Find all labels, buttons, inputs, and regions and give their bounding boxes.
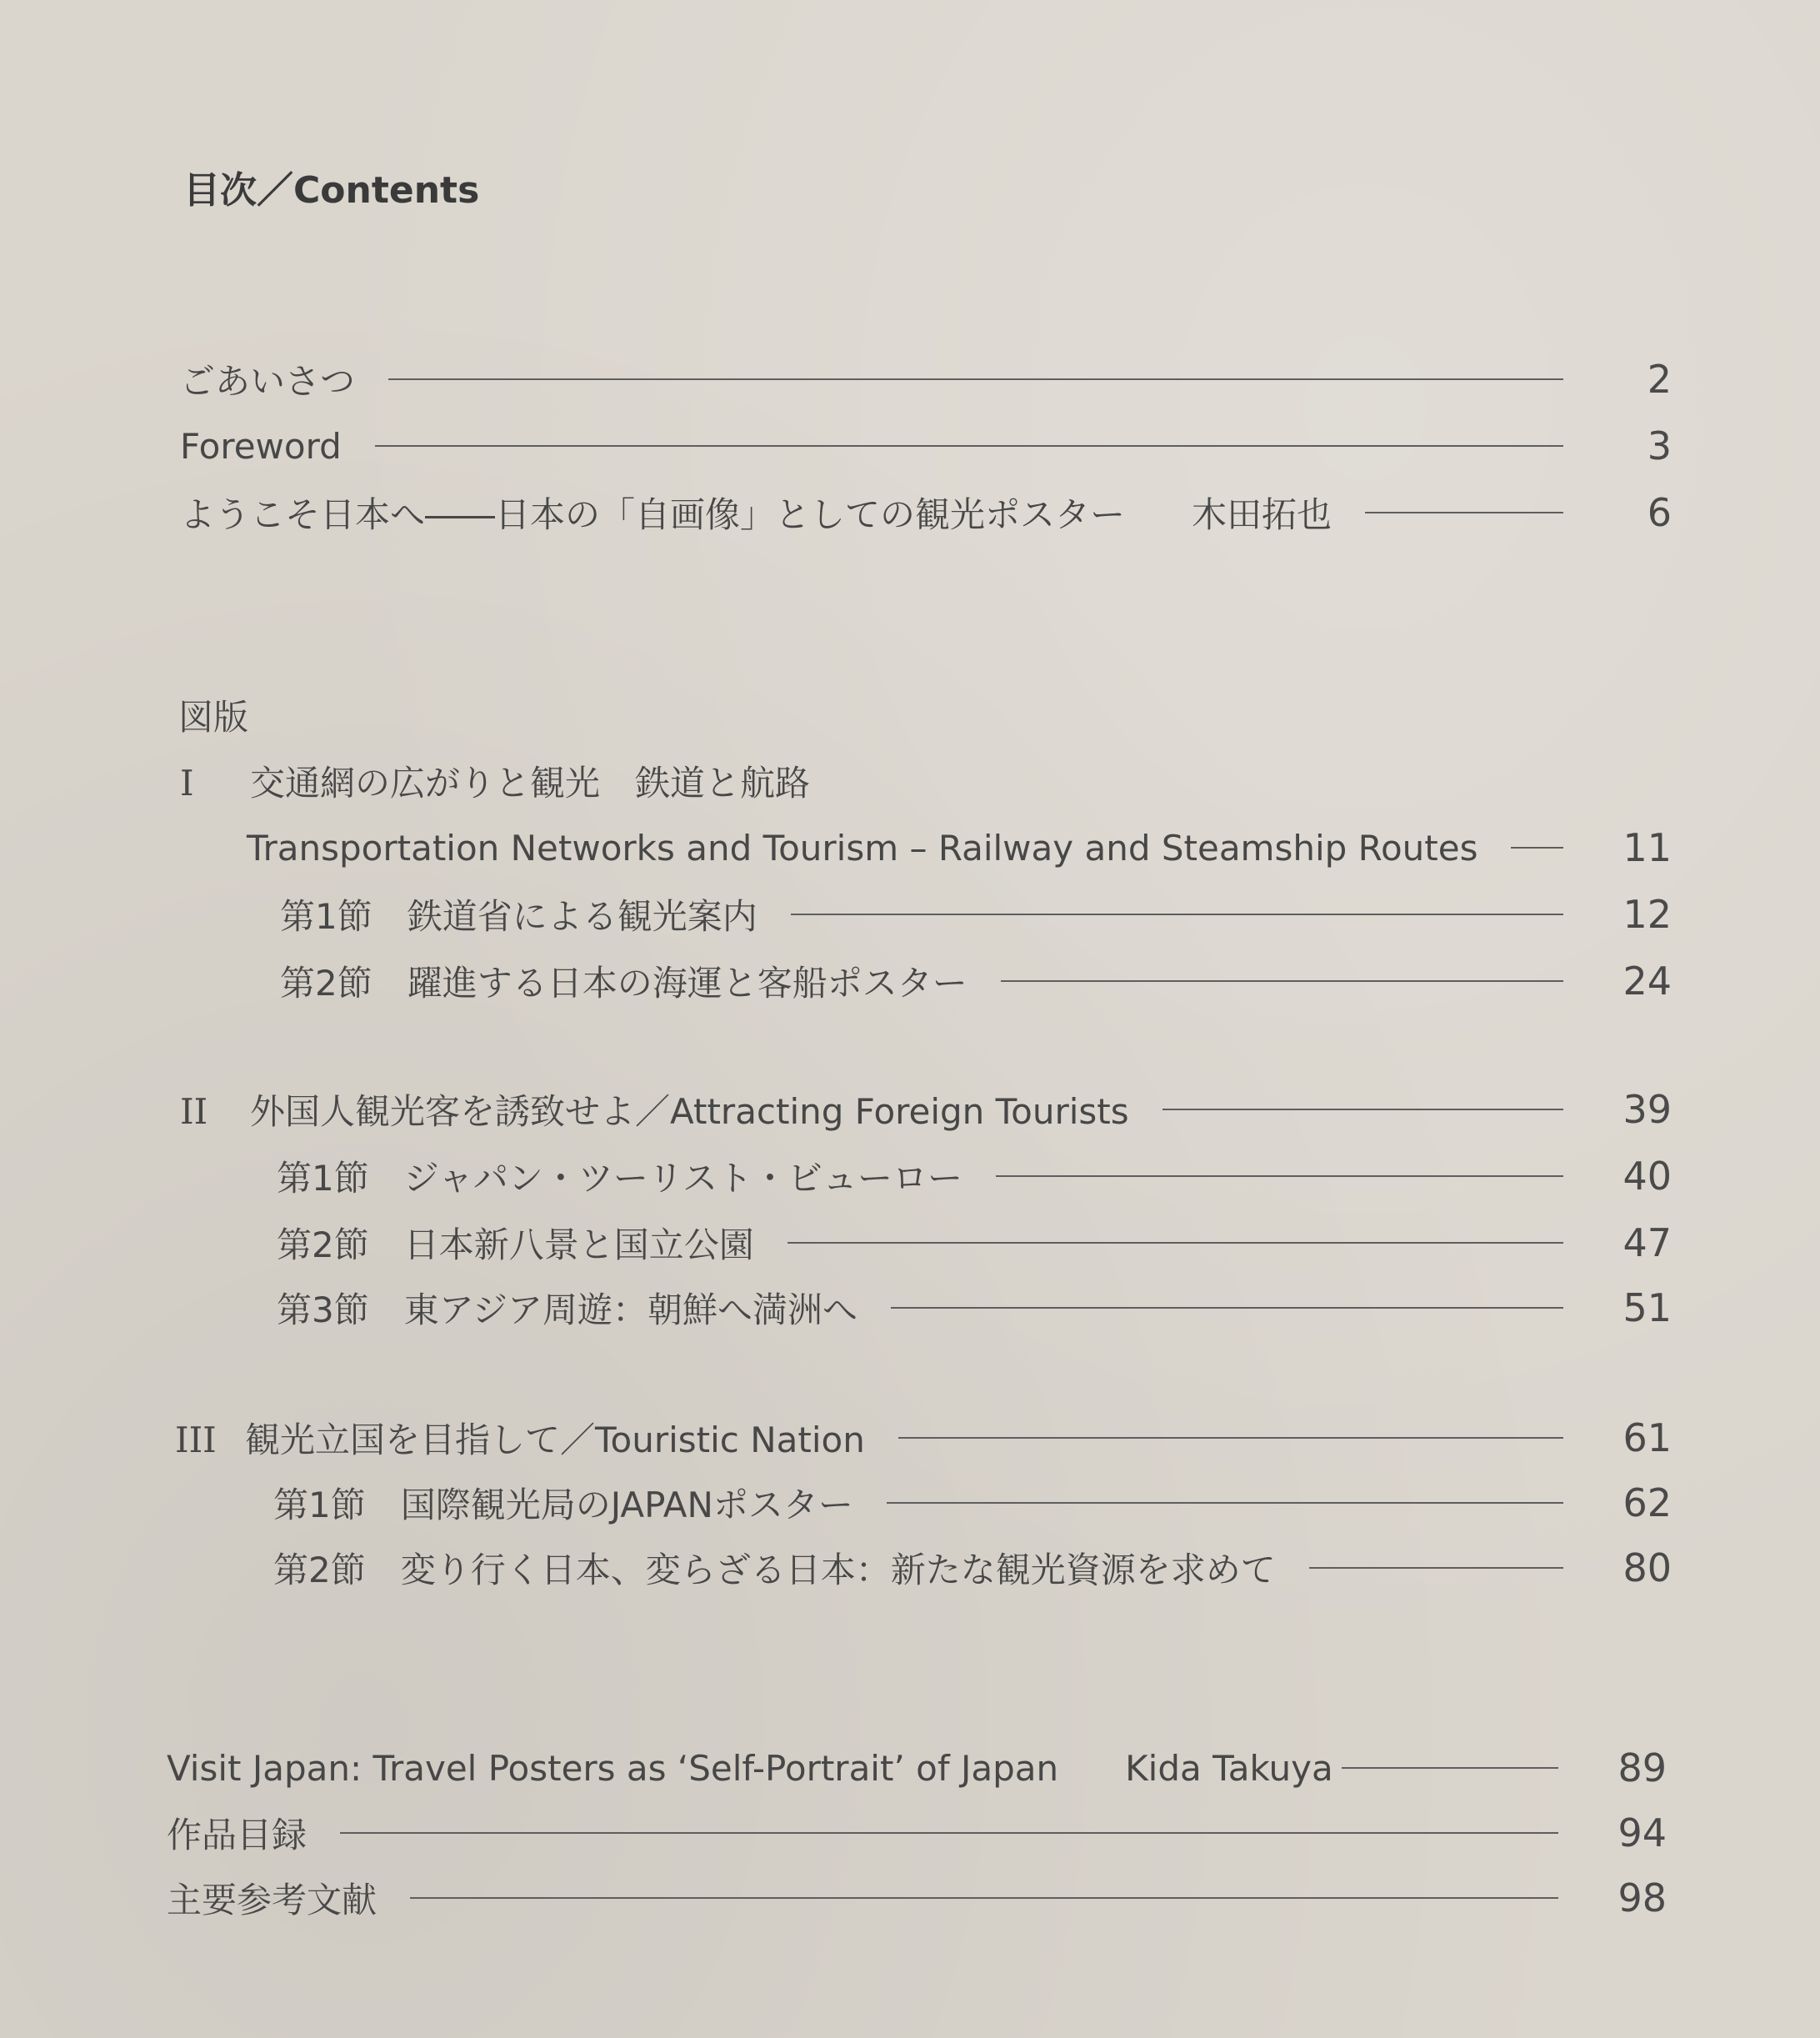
entry-label: 作品目録 [167, 1815, 308, 1855]
toc-entry-greeting[interactable] [180, 350, 1672, 408]
page-number: 61 [1622, 1415, 1672, 1460]
section-number: 第1節 [280, 896, 372, 937]
section-number: 第3節 [277, 1289, 369, 1330]
page-number: 89 [1618, 1745, 1667, 1790]
toc-entry-ch3-section-2[interactable] [273, 1539, 1672, 1597]
entry-label: ごあいさつ [180, 361, 356, 402]
leader-line [1162, 1109, 1563, 1110]
toc-entry-chapter-3[interactable] [175, 1409, 1672, 1467]
page-number: 40 [1622, 1154, 1672, 1199]
chapter-title-ja: 交通網の広がりと観光 鉄道と航路 [250, 763, 811, 804]
leader-line [891, 1307, 1563, 1309]
chapter-numeral: II [180, 1091, 208, 1132]
chapter-title-text: 観光立国を目指して／Touristic Nation [245, 1420, 865, 1460]
page-number: 6 [1647, 490, 1672, 535]
chapter-title [175, 1413, 865, 1463]
leader-line [340, 1832, 1558, 1834]
toc-entry-ch2-section-3[interactable] [277, 1279, 1672, 1337]
leader-line [1001, 980, 1563, 982]
section-number: 第1節 [277, 1158, 369, 1199]
toc-entry-ch1-section-1[interactable] [280, 885, 1672, 944]
page-number: 11 [1622, 825, 1672, 870]
leader-line [1365, 512, 1563, 513]
section-number: 第2節 [273, 1550, 366, 1590]
section-title: 東アジア周遊：朝鮮へ満洲へ [403, 1289, 858, 1330]
section-title: 日本新八景と国立公園 [403, 1224, 754, 1265]
section-label [277, 1283, 858, 1333]
chapter-numeral: III [175, 1420, 217, 1460]
page-number: 62 [1622, 1480, 1672, 1525]
chapter-title-text: 外国人観光客を誘致せよ／Attracting Foreign Tourists [250, 1091, 1129, 1132]
page-number: 80 [1622, 1545, 1672, 1590]
chapter-numeral: I [180, 763, 194, 804]
page-number: 47 [1622, 1220, 1672, 1265]
toc-entry-essay[interactable] [180, 483, 1672, 542]
section-title: 鉄道省による観光案内 [407, 896, 758, 937]
toc-entry-catalogue[interactable] [167, 1804, 1667, 1862]
page-number: 12 [1622, 892, 1672, 937]
page-number: 2 [1647, 357, 1672, 402]
page-number: 24 [1622, 959, 1672, 1004]
leader-line [388, 378, 1563, 380]
section-number: 第2節 [277, 1224, 369, 1265]
leader-line [788, 1242, 1563, 1244]
leader-line [1309, 1567, 1563, 1569]
section-label [280, 889, 758, 939]
toc-entry-chapter-2[interactable] [180, 1080, 1672, 1139]
leader-line [996, 1175, 1563, 1177]
page-number: 98 [1618, 1875, 1667, 1920]
entry-author: 木田拓也 [1192, 494, 1332, 535]
section-label [277, 1151, 962, 1201]
chapter-title-en: Transportation Networks and Tourism – Railway and Steamship Routes [247, 827, 1478, 869]
toc-entry-foreword[interactable] [180, 417, 1672, 475]
page-number: 51 [1622, 1285, 1672, 1330]
section-title: 躍進する日本の海運と客船ポスター [407, 963, 968, 1004]
toc-entry-ch2-section-2[interactable] [277, 1214, 1672, 1272]
toc-entry-bibliography[interactable] [167, 1869, 1667, 1927]
chapter-1-title-ja [180, 752, 1672, 810]
page-title: 目次／Contents [183, 169, 480, 212]
section-title: 国際観光局のJAPANポスター [400, 1485, 853, 1525]
toc-entry-ch3-section-1[interactable] [273, 1474, 1672, 1532]
toc-entry-chapter-1[interactable] [247, 819, 1672, 877]
plates-heading: 図版 [178, 697, 249, 738]
leader-line [1511, 847, 1563, 849]
leader-line [898, 1437, 1563, 1439]
leader-line [887, 1502, 1563, 1504]
section-title: 変り行く日本、変らざる日本：新たな観光資源を求めて [400, 1550, 1276, 1590]
leader-line [375, 445, 1563, 447]
toc-entry-ch1-section-2[interactable] [280, 952, 1672, 1010]
section-title: ジャパン・ツーリスト・ビューロー [403, 1158, 963, 1199]
chapter-title [180, 1084, 1129, 1134]
entry-label: 主要参考文献 [167, 1880, 378, 1920]
page-number: 94 [1618, 1810, 1667, 1855]
toc-entry-english-essay[interactable] [167, 1739, 1667, 1797]
section-number: 第2節 [280, 963, 372, 1004]
chapter-title [180, 756, 810, 806]
section-label [277, 1218, 754, 1268]
entry-label: Visit Japan: Travel Posters as ‘Self-Portrait’ of Japan [167, 1747, 1059, 1789]
entry-label: Foreword [180, 425, 342, 467]
leader-line [410, 1897, 1558, 1899]
page-number: 3 [1647, 423, 1672, 468]
section-number: 第1節 [273, 1485, 366, 1525]
leader-line [1342, 1767, 1558, 1769]
entry-label: ようこそ日本へ――日本の「自画像」としての観光ポスター [180, 494, 1126, 535]
section-label [280, 956, 968, 1006]
section-label [273, 1478, 853, 1528]
section-label [273, 1543, 1276, 1593]
entry-author: Kida Takuya [1125, 1747, 1333, 1789]
toc-entry-ch2-section-1[interactable] [277, 1147, 1672, 1205]
leader-line [791, 914, 1563, 915]
page-number: 39 [1622, 1087, 1672, 1132]
